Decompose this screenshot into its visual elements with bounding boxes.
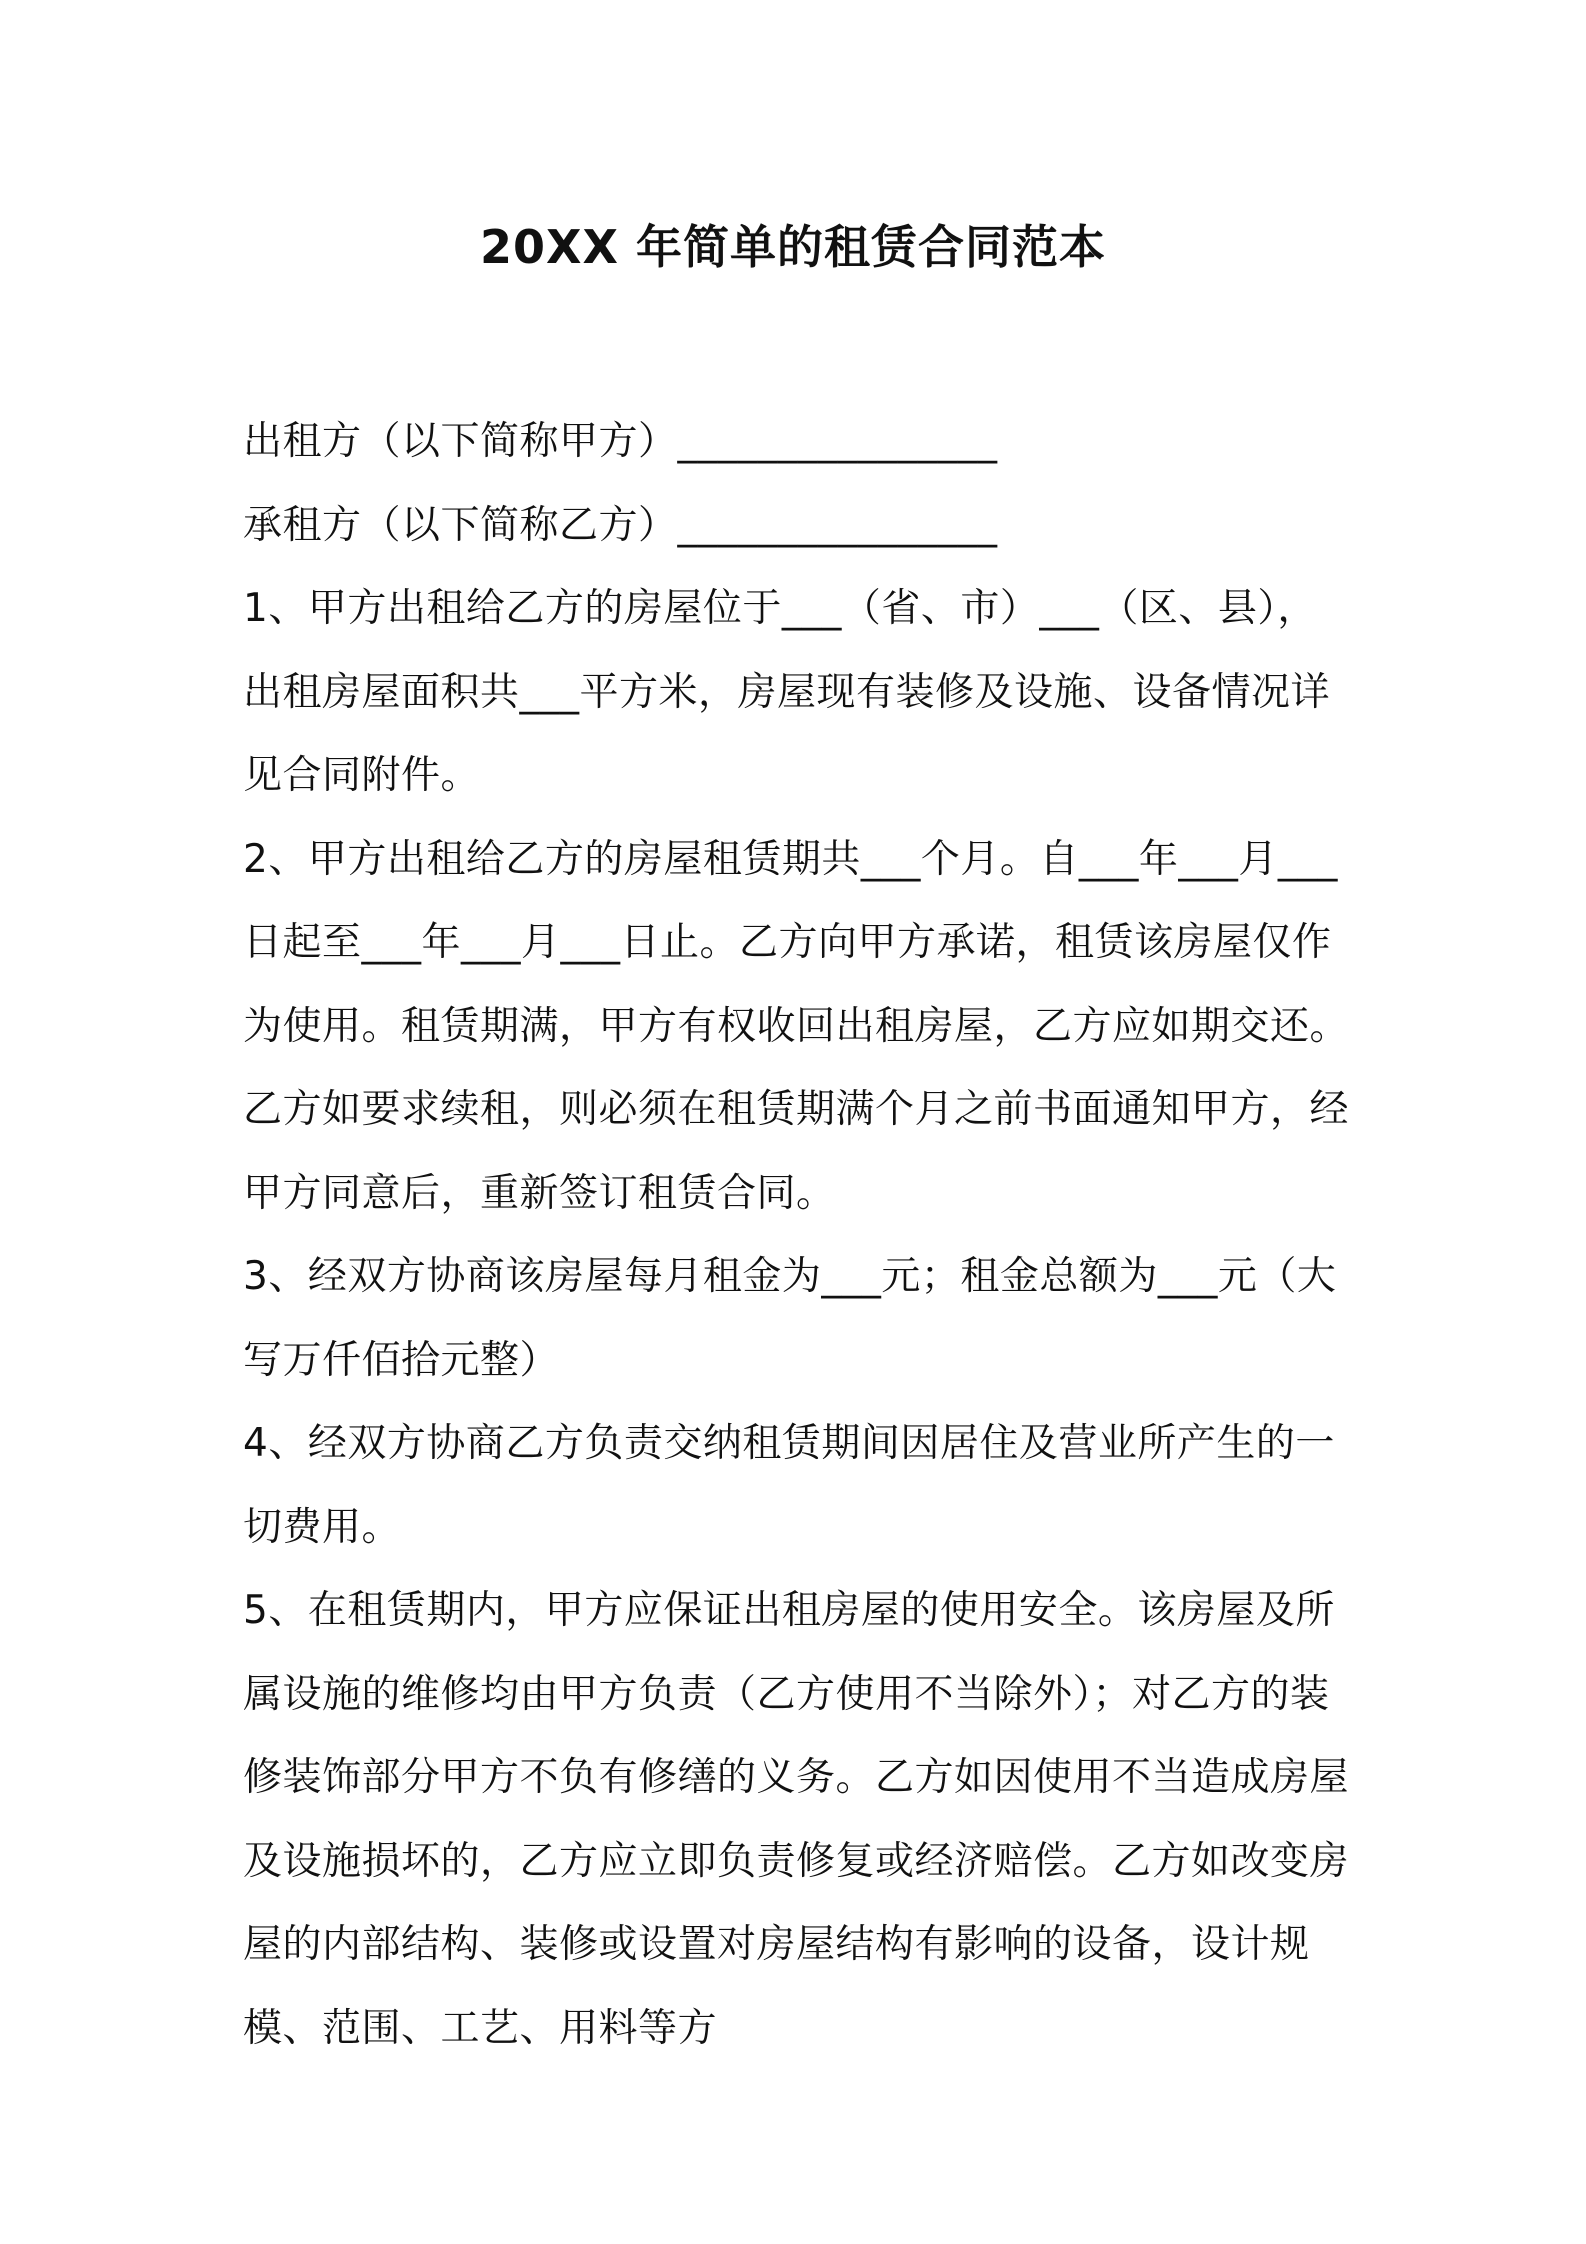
paragraph-lessee: 承租方（以下简称乙方）________________ (243, 502, 998, 548)
paragraph-clause-5: 5、在租赁期内，甲方应保证出租房屋的使用安全。该房屋及所属设施的维修均由甲方负责（乙方使用不当除外）；对乙方的装修装饰部分甲方不负有修缮的义务。乙方如因使用不当造成房屋及设施损坏的，乙方应立即负责修复或经济赔偿。乙方如改变房屋的内部结构、装修或设置对房屋结构有影响的设备，设计规模、范围、工艺、用料等方 (243, 1588, 1350, 2051)
paragraph-clause-1: 1、甲方出租给乙方的房屋位于___（省、市）___（区、县），出租房屋面积共___平方米，房屋现有装修及设施、设备情况详见合同附件。 (243, 586, 1331, 798)
document-body (243, 400, 1353, 2070)
paragraph-clause-4: 4、经双方协商乙方负责交纳租赁期间因居住及营业所产生的一切费用。 (243, 1421, 1335, 1550)
paragraph-clause-2: 2、甲方出租给乙方的房屋租赁期共___个月。自___年___月___日起至___年___月___日止。乙方向甲方承诺，租赁该房屋仅作为使用。租赁期满，甲方有权收回出租房屋，乙方应如期交还。乙方如要求续租，则必须在租赁期满个月之前书面通知甲方，经甲方同意后，重新签订租赁合同。 (243, 836, 1350, 1216)
paragraph-lessor: 出租方（以下简称甲方）________________ (243, 419, 998, 464)
paragraph-clause-3: 3、经双方协商该房屋每月租金为___元；租金总额为___元（大写万仟佰拾元整） (243, 1254, 1337, 1383)
page-title: 20XX 年简单的租赁合同范本 (480, 220, 1106, 274)
